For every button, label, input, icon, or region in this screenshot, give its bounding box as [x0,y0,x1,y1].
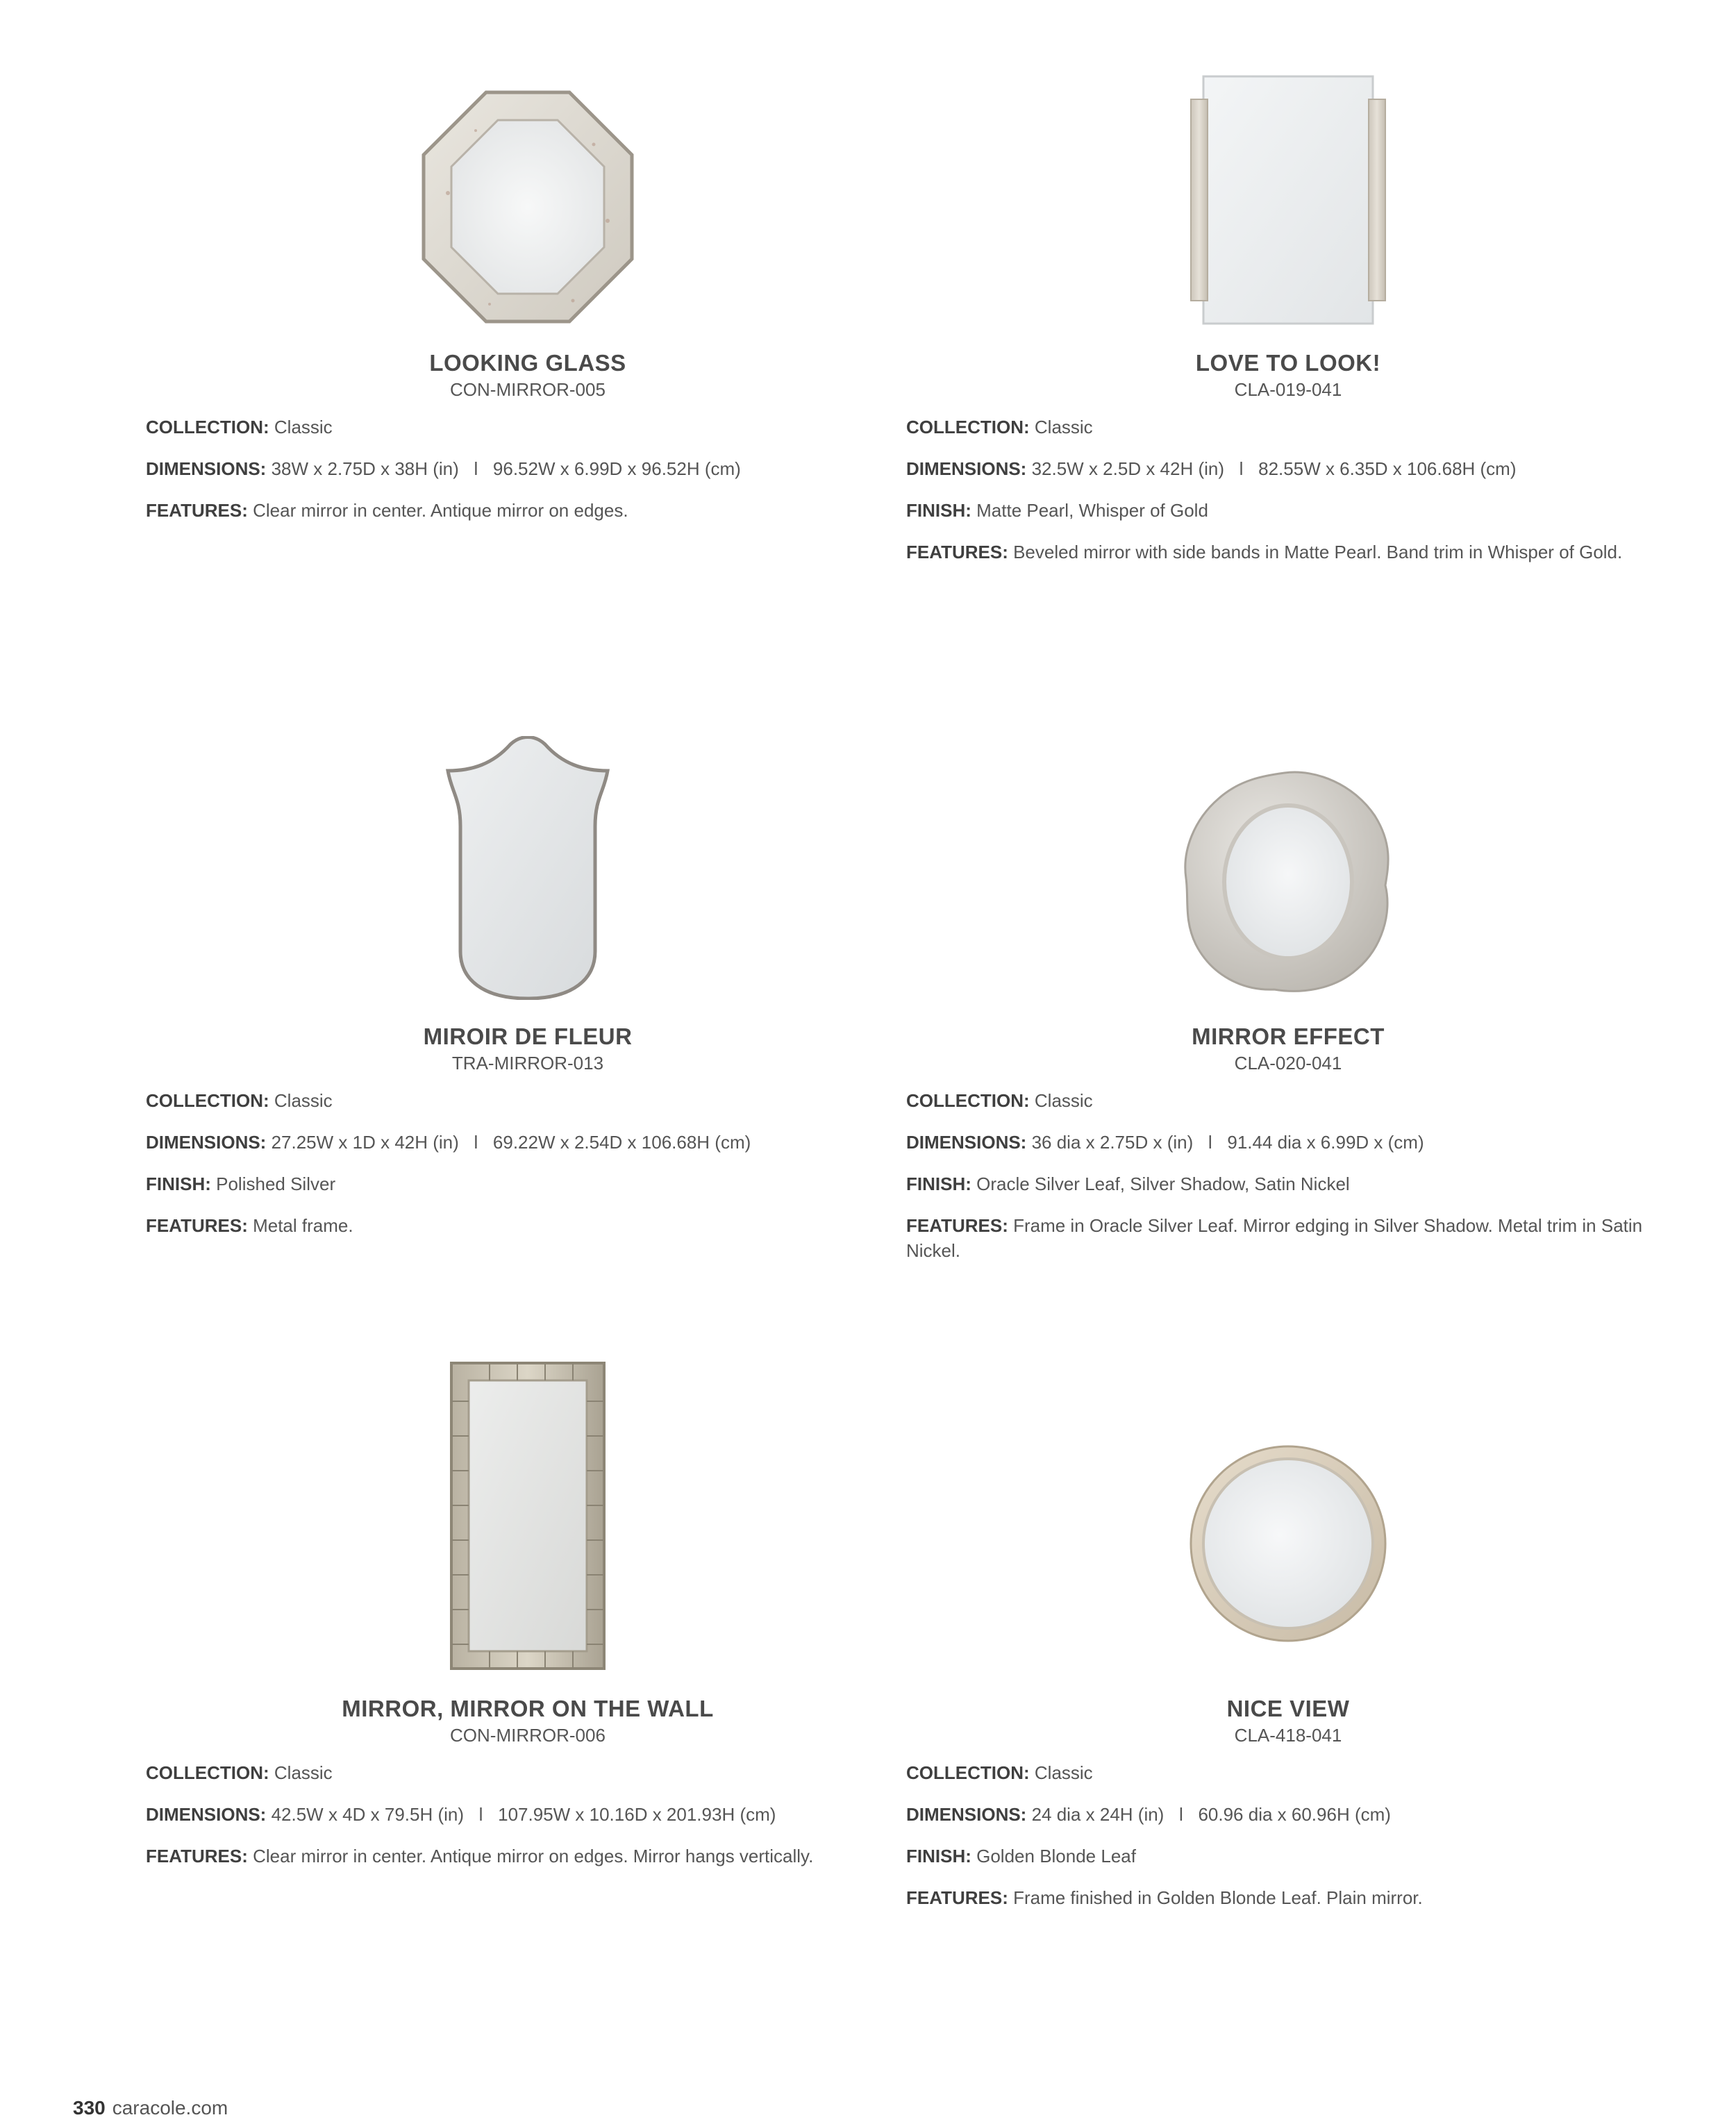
product-card-miroir-de-fleur [146,674,910,1238]
collection-line [906,1088,1670,1113]
finish-value: Matte Pearl, Whisper of Gold [976,500,1208,521]
product-name: NICE VIEW [1226,1696,1350,1721]
product-image-wrap [906,1346,1670,1693]
dimensions-line [906,456,1670,481]
product-name: MIROIR DE FLEUR [423,1024,633,1049]
product-card-mirror-mirror-on-the-wall [146,1346,910,1869]
dimensions-label: DIMENSIONS: [906,1804,1027,1825]
features-label: FEATURES: [906,1887,1008,1908]
collection-value: Classic [274,1090,333,1111]
dimensions-label: DIMENSIONS: [906,1132,1027,1153]
finish-label: FINISH: [906,1173,971,1194]
dimensions-value: 24 dia x 24H (in) l 60.96 dia x 60.96H (cm) [1031,1804,1391,1825]
collection-value: Classic [1034,1762,1093,1783]
page-footer [73,2097,228,2119]
page-number: 330 [73,2097,106,2119]
product-name: LOOKING GLASS [429,350,626,376]
finish-line [906,1844,1670,1869]
features-value: Clear mirror in center. Antique mirror on edges. Mirror hangs vertically. [253,1846,814,1866]
dimensions-line [906,1130,1670,1155]
dimensions-label: DIMENSIONS: [146,1132,267,1153]
collection-label: COLLECTION: [906,417,1030,437]
features-label: FEATURES: [146,1846,248,1866]
product-name: MIRROR EFFECT [1192,1024,1385,1049]
finish-label: FINISH: [146,1173,211,1194]
product-sku: CON-MIRROR-005 [450,379,606,400]
site-url[interactable]: caracole.com [112,2097,228,2119]
product-image-wrap [906,674,1670,1021]
finish-line [146,1171,910,1196]
features-value: Clear mirror in center. Antique mirror on edges. [253,500,628,521]
finish-label: FINISH: [906,1846,971,1866]
organic-oval-mirror-image [1180,767,1396,996]
features-label: FEATURES: [906,542,1008,562]
finish-value: Golden Blonde Leaf [976,1846,1136,1866]
collection-value: Classic [274,1762,333,1783]
features-label: FEATURES: [906,1215,1008,1236]
dimensions-value: 27.25W x 1D x 42H (in) l 69.22W x 2.54D x 106.68H (cm) [271,1132,751,1153]
product-image-wrap [146,1346,910,1693]
dimensions-line [146,1130,910,1155]
tall-antique-mirror-image [448,1360,608,1672]
collection-line [906,415,1670,440]
features-label: FEATURES: [146,1215,248,1236]
collection-label: COLLECTION: [146,1090,269,1111]
features-line [146,1844,910,1869]
collection-value: Classic [274,417,333,437]
dimensions-line [146,1802,910,1827]
finish-line [906,498,1670,523]
rectangle-banded-mirror-image [1184,75,1392,325]
collection-label: COLLECTION: [906,1090,1030,1111]
dimensions-value: 38W x 2.75D x 38H (in) l 96.52W x 6.99D x 96.52H (cm) [271,458,741,479]
dimensions-label: DIMENSIONS: [146,458,267,479]
collection-line [146,415,910,440]
product-card-looking-glass [146,0,910,523]
product-sku: CON-MIRROR-006 [450,1725,606,1746]
product-name: MIRROR, MIRROR ON THE WALL [342,1696,714,1721]
features-value: Metal frame. [253,1215,353,1236]
product-sku: TRA-MIRROR-013 [451,1053,604,1073]
octagon-mirror-image [420,89,635,325]
product-card-nice-view [906,1346,1670,1910]
dimensions-value: 36 dia x 2.75D x (in) l 91.44 dia x 6.99D x (cm) [1031,1132,1424,1153]
round-mirror-image [1187,1443,1389,1644]
product-sku: CLA-019-041 [1234,379,1342,400]
features-line [146,1213,910,1238]
dimensions-line [146,456,910,481]
dimensions-value: 32.5W x 2.5D x 42H (in) l 82.55W x 6.35D x 106.68H (cm) [1031,458,1517,479]
finish-value: Polished Silver [216,1173,336,1194]
collection-label: COLLECTION: [146,1762,269,1783]
collection-value: Classic [1034,1090,1093,1111]
dimensions-label: DIMENSIONS: [906,458,1027,479]
features-line [906,540,1670,565]
collection-line [906,1760,1670,1785]
finish-label: FINISH: [906,500,971,521]
dimensions-value: 42.5W x 4D x 79.5H (in) l 107.95W x 10.16D x 201.93H (cm) [271,1804,776,1825]
product-sku: CLA-020-041 [1234,1053,1342,1073]
collection-label: COLLECTION: [906,1762,1030,1783]
features-value: Frame in Oracle Silver Leaf. Mirror edging in Silver Shadow. Metal trim in Satin Nickel. [906,1215,1643,1261]
product-image-wrap [906,0,1670,347]
finish-value: Oracle Silver Leaf, Silver Shadow, Satin Nickel [976,1173,1350,1194]
features-value: Frame finished in Golden Blonde Leaf. Plain mirror. [1013,1887,1423,1908]
product-card-mirror-effect [906,674,1670,1263]
collection-label: COLLECTION: [146,417,269,437]
finish-line [906,1171,1670,1196]
product-card-love-to-look [906,0,1670,565]
features-value: Beveled mirror with side bands in Matte Pearl. Band trim in Whisper of Gold. [1013,542,1623,562]
product-sku: CLA-418-041 [1234,1725,1342,1746]
collection-line [146,1088,910,1113]
product-image-wrap [146,674,910,1021]
tulip-mirror-image [434,736,621,1000]
product-image-wrap [146,0,910,347]
features-line [906,1213,1670,1263]
collection-line [146,1760,910,1785]
features-label: FEATURES: [146,500,248,521]
features-line [146,498,910,523]
collection-value: Classic [1034,417,1093,437]
dimensions-line [906,1802,1670,1827]
features-line [906,1885,1670,1910]
product-name: LOVE TO LOOK! [1195,350,1381,376]
dimensions-label: DIMENSIONS: [146,1804,267,1825]
